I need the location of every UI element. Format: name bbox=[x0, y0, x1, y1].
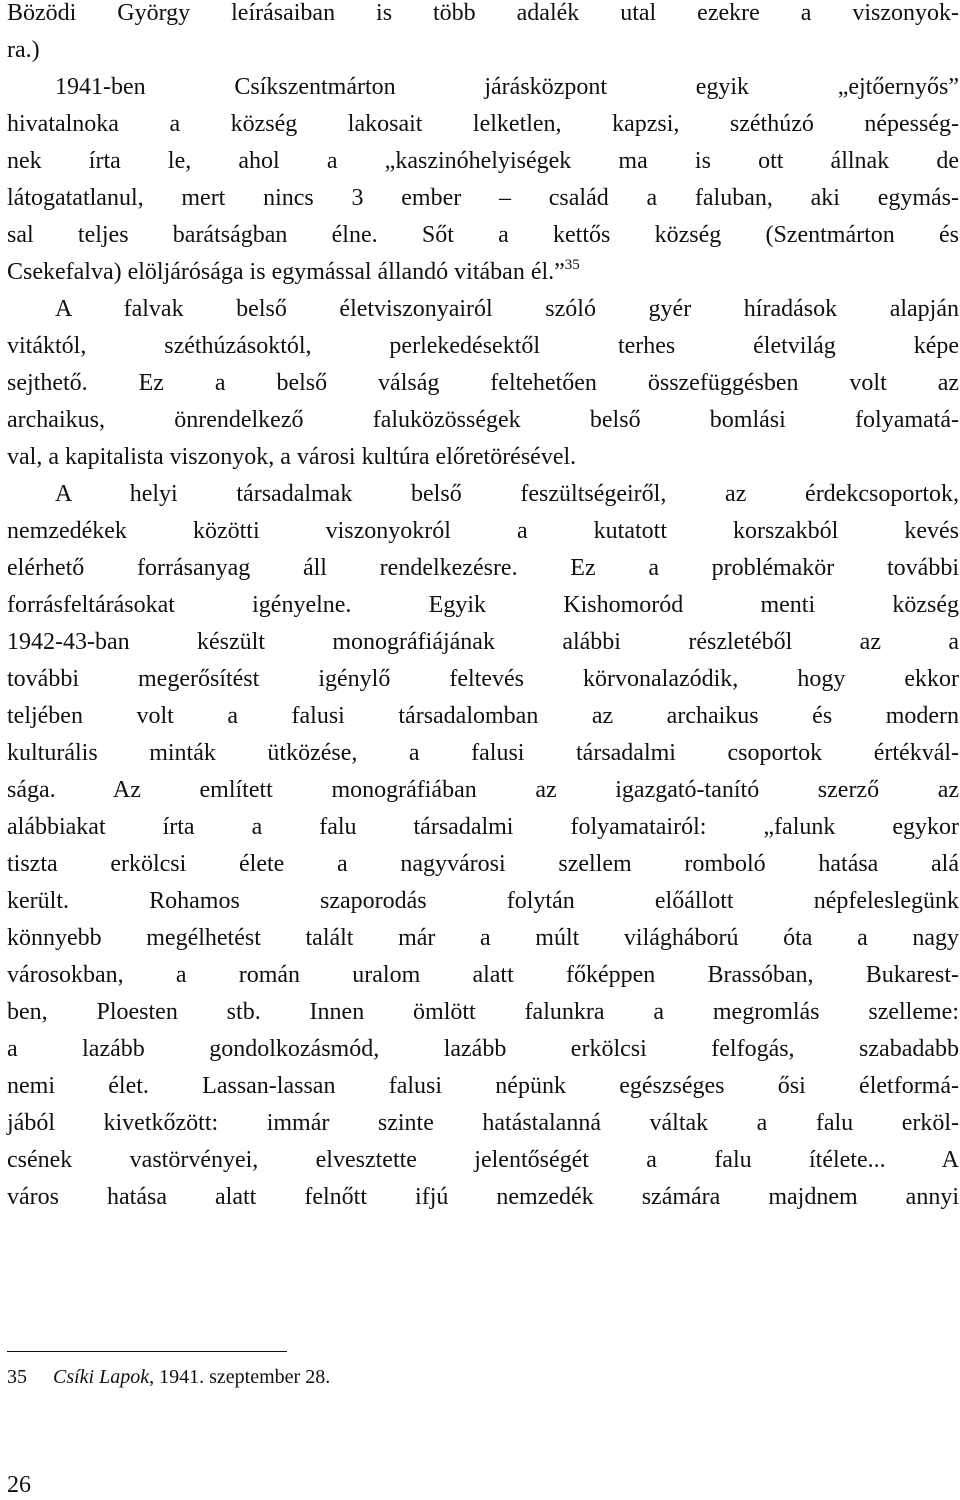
text-line: forrásfeltárásokat igényelne. Egyik Kishomoród menti község bbox=[7, 592, 959, 618]
footnote-source-title: Csíki Lapok bbox=[53, 1366, 150, 1388]
text-line: A helyi társadalmak belső feszültségeiről, az érdekcsoportok, bbox=[55, 481, 959, 507]
footnote-reference[interactable]: 35 bbox=[564, 257, 580, 273]
text-line: archaikus, önrendelkező faluközösségek belső bomlási folyamatá- bbox=[7, 407, 959, 433]
text-line: csének vastörvényei, elvesztette jelentőségét a falu ítélete... A bbox=[7, 1147, 959, 1173]
text-line: val, a kapitalista viszonyok, a városi kultúra előretörésével. bbox=[7, 444, 577, 470]
text-line-with-footnote bbox=[7, 259, 959, 296]
paragraph-4 bbox=[7, 481, 959, 1221]
text-line: sejthető. Ez a belső válság feltehetően összefüggésben volt az bbox=[7, 370, 959, 396]
text-line: 1942-43-ban készült monográfiájának alábbi részletéből az a bbox=[7, 629, 959, 655]
text-line: könnyebb megélhetést talált már a múlt világháború óta a nagy bbox=[7, 925, 959, 951]
paragraph-1 bbox=[7, 0, 959, 74]
text-line: 1941-ben Csíkszentmárton járásközpont egyik „ejtőernyős” bbox=[55, 74, 959, 100]
text-line: Csekefalva) elöljárósága is egymással állandó vitában él.” bbox=[7, 259, 565, 285]
footnote bbox=[7, 1364, 330, 1390]
footnote-divider bbox=[7, 1351, 287, 1352]
text-line: nemzedékek közötti viszonyokról a kutatott korszakból kevés bbox=[7, 518, 959, 544]
text-line: város hatása alatt felnőtt ifjú nemzedék számára majdnem annyi bbox=[7, 1184, 959, 1210]
text-line: elérhető forrásanyag áll rendelkezésre. Ez a problémakör további bbox=[7, 555, 959, 581]
text-line: jából kivetkőzött: immár szinte hatástalanná váltak a falu erköl- bbox=[7, 1110, 959, 1136]
text-line: Bözödi György leírásaiban is több adalék utal ezekre a viszonyok- bbox=[7, 0, 959, 26]
text-line: látogatatlanul, mert nincs 3 ember – család a faluban, aki egymás- bbox=[7, 185, 959, 211]
text-line: vitáktól, széthúzásoktól, perlekedésektől terhes életvilág képe bbox=[7, 333, 959, 359]
text-line: ben, Ploesten stb. Innen ömlött falunkra a megromlás szelleme: bbox=[7, 999, 959, 1025]
footnote-source-date: , 1941. szeptember 28. bbox=[149, 1366, 331, 1388]
text-line: alábbiakat írta a falu társadalmi folyamatairól: „falunk egykor bbox=[7, 814, 959, 840]
text-line: ra.) bbox=[7, 37, 40, 63]
text-line: sága. Az említett monográfiában az igazgató-tanító szerző az bbox=[7, 777, 959, 803]
text-line: további megerősítést igénylő feltevés körvonalazódik, hogy ekkor bbox=[7, 666, 959, 692]
text-line: A falvak belső életviszonyairól szóló gyér híradások alapján bbox=[55, 296, 959, 322]
text-line: teljében volt a falusi társadalomban az archaikus és modern bbox=[7, 703, 959, 729]
text-line: tiszta erkölcsi élete a nagyvárosi szellem romboló hatása alá bbox=[7, 851, 959, 877]
text-line: nemi élet. Lassan-lassan falusi népünk egészséges ősi életformá- bbox=[7, 1073, 959, 1099]
text-line: a lazább gondolkozásmód, lazább erkölcsi felfogás, szabadabb bbox=[7, 1036, 959, 1062]
text-line: nek írta le, ahol a „kaszinóhelyiségek ma is ott állnak de bbox=[7, 148, 959, 174]
paragraph-3 bbox=[7, 296, 959, 481]
page-number: 26 bbox=[7, 1472, 31, 1498]
text-line: hivatalnoka a község lakosait lelketlen, kapzsi, széthúzó népesség- bbox=[7, 111, 959, 137]
footnote-number: 35 bbox=[7, 1366, 27, 1388]
text-line: városokban, a román uralom alatt főképpen Brassóban, Bukarest- bbox=[7, 962, 959, 988]
text-line: sal teljes barátságban élne. Sőt a kettős község (Szentmárton és bbox=[7, 222, 959, 248]
text-line: került. Rohamos szaporodás folytán előállott népfeleslegünk bbox=[7, 888, 959, 914]
paragraph-2 bbox=[7, 74, 959, 296]
page-body bbox=[7, 0, 959, 1221]
text-line: kulturális minták ütközése, a falusi társadalmi csoportok értékvál- bbox=[7, 740, 959, 766]
